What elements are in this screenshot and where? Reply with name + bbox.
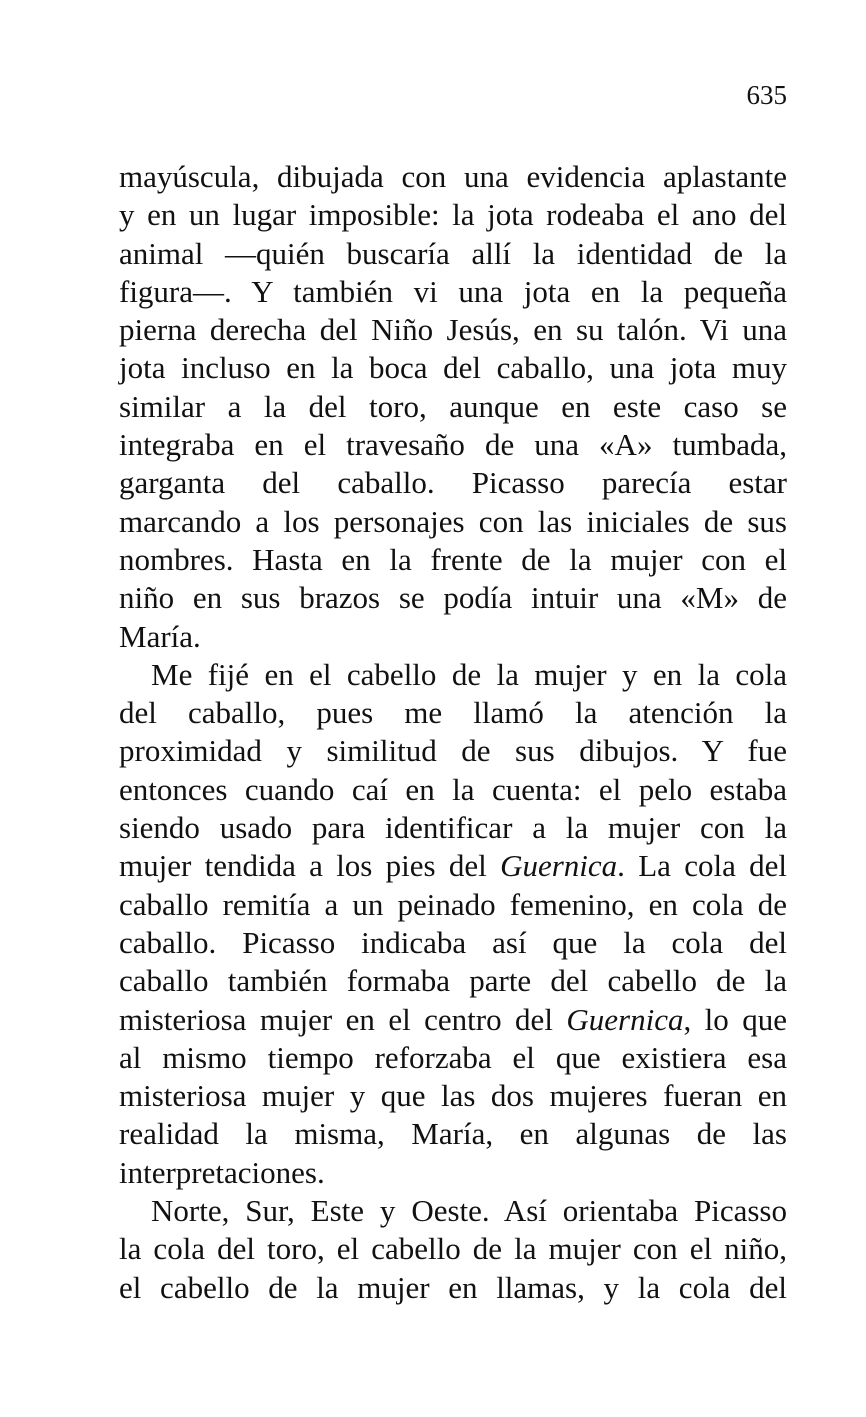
text-segment: mujer tendida a los pies del [119,848,501,884]
text-line: marcando a los personajes con las iniciales de sus [119,503,787,539]
page-number: 635 [746,80,787,110]
text-line: misteriosa mujer y que las dos mujeres fueran en [119,1078,787,1114]
text-line: caballo remitía a un peinado femenino, en cola de [119,886,787,922]
italic-title: Guernica [566,1001,684,1037]
body-text [119,158,787,1307]
text-line: niño en sus brazos se podía intuir una «M» de [119,580,787,616]
text-segment: , lo que [683,1001,788,1037]
text-line: jota incluso en la boca del caballo, una jota muy [119,350,787,386]
text-line: la cola del toro, el cabello de la mujer con el niño, [119,1231,787,1267]
text-line: mayúscula, dibujada con una evidencia aplastante [119,159,787,194]
paragraph-3 [119,1192,787,1307]
text-line: garganta del caballo. Picasso parecía estar [119,465,787,501]
text-line: pierna derecha del Niño Jesús, en su talón. Vi una [119,312,787,348]
paragraph-2 [119,656,787,1192]
text-line: proximidad y similitud de sus dibujos. Y fue [119,733,787,769]
text-line: del caballo, pues me llamó la atención la [119,695,787,731]
text-line: al mismo tiempo reforzaba el que existiera esa [119,1039,787,1075]
text-line: caballo también formaba parte del cabello de la [119,963,787,999]
text-line: entonces cuando caí en la cuenta: el pelo estaba [119,771,787,807]
text-line [119,847,787,885]
italic-title: Guernica [500,848,618,884]
text-line: Norte, Sur, Este y Oeste. Así orientaba Picasso [151,1193,787,1229]
text-segment: . La cola del [617,848,788,884]
text-line [119,1001,787,1039]
text-line: interpretaciones. [119,1154,325,1190]
text-line: nombres. Hasta en la frente de la mujer con el [119,541,787,577]
paragraph-1 [119,158,787,656]
text-line: realidad la misma, María, en algunas de las [119,1116,787,1152]
text-line: similar a la del toro, aunque en este caso se [119,388,787,424]
text-line: Me fijé en el cabello de la mujer y en la cola [151,656,787,692]
text-line: el cabello de la mujer en llamas, y la cola del [119,1269,787,1305]
text-line: integraba en el travesaño de una «A» tumbada, [119,427,787,463]
text-line: y en un lugar imposible: la jota rodeaba el ano del [119,197,787,233]
text-line: siendo usado para identificar a la mujer con la [119,810,787,846]
text-line: figura—. Y también vi una jota en la pequeña [119,273,787,309]
text-segment: misteriosa mujer en el centro del [119,1001,567,1037]
text-line: caballo. Picasso indicaba así que la cola del [119,924,787,960]
text-line: animal —quién buscaría allí la identidad de la [119,235,787,271]
text-line: María. [119,618,201,654]
